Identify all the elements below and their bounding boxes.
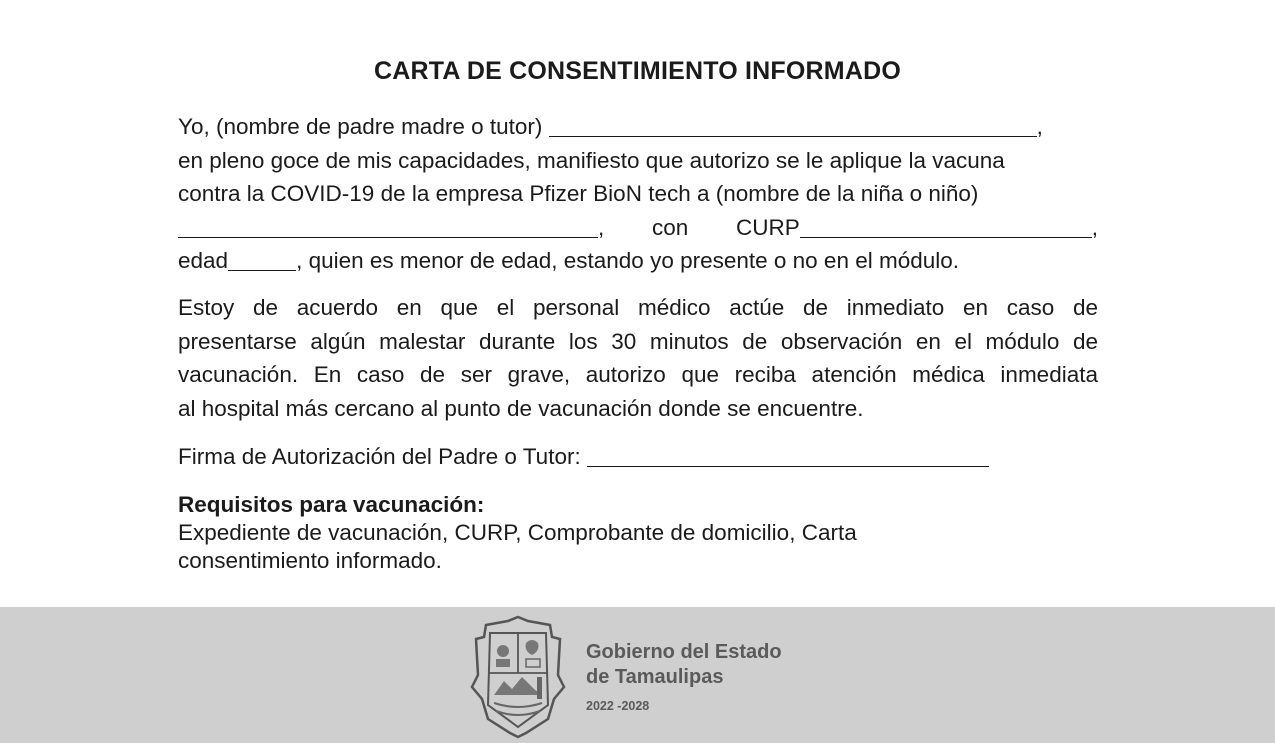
state-seal-icon	[468, 615, 568, 739]
signature-label: Firma de Autorización del Padre o Tutor:	[178, 444, 581, 469]
obs-line-2	[178, 325, 1098, 359]
line-3	[178, 177, 1098, 211]
requirements-line-2: consentimiento informado.	[178, 548, 442, 573]
con-label: con	[651, 214, 689, 240]
edad-label: edad	[178, 248, 229, 273]
line-child-curp	[178, 211, 1098, 245]
signature-blank[interactable]	[587, 444, 989, 467]
comma: ,	[1091, 214, 1098, 240]
line-edad	[178, 244, 1098, 278]
tutor-label: Yo, (nombre de padre madre o tutor)	[178, 114, 543, 139]
page-title: CARTA DE CONSENTIMIENTO INFORMADO	[374, 57, 901, 85]
signature-row	[178, 440, 989, 473]
child-name-blank[interactable]	[178, 215, 598, 238]
edad-blank[interactable]	[228, 248, 296, 271]
paragraph-consent	[178, 110, 1098, 278]
paragraph-observation	[178, 291, 1098, 425]
requirements	[178, 491, 1078, 575]
gov-line-2: de Tamaulipas	[586, 666, 724, 688]
line-2	[178, 144, 1098, 178]
government-logo-text	[586, 640, 782, 713]
line-tutor	[178, 110, 1098, 144]
requirements-line-1: Expediente de vacunación, CURP, Comprobante de domicilio, Carta	[178, 520, 857, 545]
footer	[0, 607, 1275, 743]
gov-line-1: Gobierno del Estado	[586, 641, 782, 663]
curp-label: CURP	[735, 214, 800, 240]
obs-line-3	[178, 358, 1098, 392]
consent-line-2: en pleno goce de mis capacidades, manifiesto que autorizo se le aplique la vacuna	[178, 147, 1005, 173]
curp-blank[interactable]	[800, 215, 1092, 238]
obs-line-4	[178, 392, 1098, 426]
comma: ,	[1036, 114, 1043, 139]
requirements-title: Requisitos para vacunación:	[178, 492, 485, 517]
tutor-name-blank[interactable]	[549, 114, 1037, 137]
obs-text-2: presentarse algún malestar durante los 30 minutos de observación en el módulo de	[178, 328, 1098, 354]
comma: ,	[598, 214, 605, 240]
obs-text-1: Estoy de acuerdo en que el personal médico actúe de inmediato en caso de	[178, 295, 1098, 320]
gov-years: 2022 -2028	[586, 699, 650, 713]
consent-line-3: contra la COVID-19 de la empresa Pfizer BioN tech a (nombre de la niña o niño)	[178, 181, 979, 206]
obs-line-1	[178, 291, 1098, 325]
edad-rest: , quien es menor de edad, estando yo presente o no en el módulo.	[296, 248, 960, 273]
obs-text-4: al hospital más cercano al punto de vacunación donde se encuentre.	[178, 395, 864, 421]
obs-text-3: vacunación. En caso de ser grave, autorizo que reciba atención médica inmediata	[178, 362, 1098, 387]
